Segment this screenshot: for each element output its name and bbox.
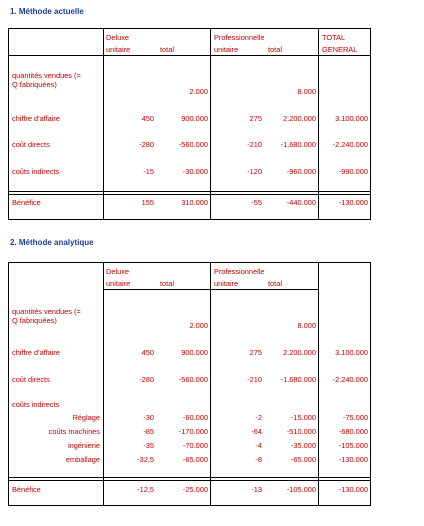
cell-emballage-pro-total: -65.000 bbox=[290, 455, 316, 464]
group-total-general-line2: GENERAL bbox=[322, 45, 358, 54]
subheader-unitaire: unitaire bbox=[106, 279, 131, 288]
table-border-double bbox=[8, 191, 371, 192]
cell-cd-pro-unit: -210 bbox=[247, 375, 262, 384]
cell-reglage-deluxe-total: -60.000 bbox=[182, 413, 208, 422]
table-border-double bbox=[8, 477, 371, 478]
subheader-unitaire: unitaire bbox=[214, 279, 239, 288]
cell-emballage-pro-unit: -8 bbox=[255, 455, 262, 464]
row-label-quantites-line2: Q fabriquées) bbox=[12, 80, 57, 89]
col-divider bbox=[318, 262, 319, 506]
col-divider bbox=[103, 262, 104, 506]
table-border-right bbox=[370, 28, 371, 220]
cell-reglage-total: -75.000 bbox=[342, 413, 368, 422]
cell-machines-deluxe-unit: -85 bbox=[143, 427, 154, 436]
cell-ci-total: -990.000 bbox=[338, 167, 368, 176]
cell-machines-pro-total: -510.000 bbox=[286, 427, 316, 436]
cell-ca-total: 3.100.000 bbox=[335, 114, 368, 123]
cell-ingenierie-deluxe-unit: -35 bbox=[143, 441, 154, 450]
sub-label-emballage: emballage bbox=[65, 455, 100, 464]
cell-ben-deluxe-total: 310.000 bbox=[181, 198, 208, 207]
col-divider bbox=[210, 28, 211, 220]
cell-ben-deluxe-total: -25.000 bbox=[182, 485, 208, 494]
table-border-header bbox=[8, 55, 371, 56]
group-pro: Professionnelle bbox=[214, 33, 265, 42]
cell-qty-deluxe: 2.000 bbox=[189, 87, 208, 96]
section2-title: 2. Méthode analytique bbox=[10, 238, 94, 247]
table-border-double bbox=[8, 194, 371, 195]
cell-ca-deluxe-total: 900.000 bbox=[181, 348, 208, 357]
cell-ca-pro-total: 2.200.000 bbox=[283, 114, 316, 123]
cell-ca-deluxe-total: 900.000 bbox=[181, 114, 208, 123]
cell-ingenierie-deluxe-total: -70.000 bbox=[182, 441, 208, 450]
subheader-total: total bbox=[268, 279, 282, 288]
cell-qty-pro: 8.000 bbox=[297, 321, 316, 330]
row-label-cd: coût directs bbox=[12, 140, 50, 149]
cell-cd-deluxe-total: -560.000 bbox=[178, 375, 208, 384]
row-label-benefice: Bénéfice bbox=[12, 485, 41, 494]
table-border-bottom bbox=[8, 505, 371, 506]
cell-machines-pro-unit: -64 bbox=[251, 427, 262, 436]
cell-cd-deluxe-total: -560.000 bbox=[178, 140, 208, 149]
cell-cd-total: -2.240.000 bbox=[332, 375, 368, 384]
section1-title: 1. Méthode actuelle bbox=[10, 7, 84, 16]
cell-ca-deluxe-unit: 450 bbox=[141, 348, 154, 357]
cell-ca-deluxe-unit: 450 bbox=[141, 114, 154, 123]
row-label-benefice: Bénéfice bbox=[12, 198, 41, 207]
cell-ci-pro-total: -960.000 bbox=[286, 167, 316, 176]
cell-cd-deluxe-unit: -280 bbox=[139, 375, 154, 384]
cell-emballage-deluxe-unit: -32,5 bbox=[137, 455, 154, 464]
cell-ca-pro-unit: 275 bbox=[249, 348, 262, 357]
cell-cd-pro-total: -1.680.000 bbox=[280, 140, 316, 149]
table-border-bottom bbox=[8, 219, 371, 220]
row-label-quantites: quantités vendues (= bbox=[12, 71, 81, 80]
cell-reglage-pro-unit: -2 bbox=[255, 413, 262, 422]
subheader-total: total bbox=[268, 45, 282, 54]
row-label-cd: coût directs bbox=[12, 375, 50, 384]
cell-ci-deluxe-total: -30.000 bbox=[182, 167, 208, 176]
cell-emballage-deluxe-total: -65.000 bbox=[182, 455, 208, 464]
col-divider bbox=[103, 28, 104, 220]
cell-cd-total: -2.240.000 bbox=[332, 140, 368, 149]
cell-reglage-pro-total: -15.000 bbox=[290, 413, 316, 422]
cell-ci-pro-unit: -120 bbox=[247, 167, 262, 176]
row-label-ci: coûts indirects bbox=[12, 167, 60, 176]
group-total-general: TOTAL bbox=[322, 33, 346, 42]
table-border-left bbox=[8, 28, 9, 220]
table-border-top bbox=[8, 262, 371, 263]
cell-ca-total: 3.100.000 bbox=[335, 348, 368, 357]
cell-ca-pro-total: 2.200.000 bbox=[283, 348, 316, 357]
subheader-total: total bbox=[160, 279, 174, 288]
group-pro: Professionnelle bbox=[214, 267, 265, 276]
col-divider bbox=[210, 262, 211, 506]
cell-qty-deluxe: 2.000 bbox=[189, 321, 208, 330]
row-label-ca: chiffre d'affaire bbox=[12, 348, 60, 357]
table-border-right bbox=[370, 262, 371, 506]
group-deluxe: Deluxe bbox=[106, 267, 130, 276]
group-deluxe: Deluxe bbox=[106, 33, 130, 42]
cell-qty-pro: 8.000 bbox=[297, 87, 316, 96]
cell-emballage-total: -130.000 bbox=[338, 455, 368, 464]
cell-ben-total: -130.000 bbox=[338, 485, 368, 494]
cell-ben-pro-total: -440.000 bbox=[286, 198, 316, 207]
cell-ben-total: -130.000 bbox=[338, 198, 368, 207]
cell-ben-deluxe-unit: -12,5 bbox=[137, 485, 154, 494]
cell-ingenierie-total: -105.000 bbox=[338, 441, 368, 450]
table-border-top bbox=[8, 28, 371, 29]
table-border-left bbox=[8, 262, 9, 506]
subheader-total: total bbox=[160, 45, 174, 54]
row-label-quantites-line2: Q fabriquées) bbox=[12, 316, 57, 325]
cell-reglage-deluxe-unit: -30 bbox=[143, 413, 154, 422]
cell-ca-pro-unit: 275 bbox=[249, 114, 262, 123]
table-border-double bbox=[8, 480, 371, 481]
sub-label-reglage: Réglage bbox=[72, 413, 100, 422]
cell-ben-pro-unit: -13 bbox=[251, 485, 262, 494]
cell-ben-pro-unit: -55 bbox=[251, 198, 262, 207]
sub-label-couts-machines: coûts machines bbox=[48, 427, 100, 436]
cell-machines-total: -680.000 bbox=[338, 427, 368, 436]
row-label-quantites: quantités vendues (= bbox=[12, 307, 81, 316]
subheader-unitaire: unitaire bbox=[106, 45, 131, 54]
row-label-ci: coûts indirects bbox=[12, 400, 60, 409]
cell-ben-deluxe-unit: 155 bbox=[141, 198, 154, 207]
subheader-unitaire: unitaire bbox=[214, 45, 239, 54]
row-label-ca: chiffre d'affaire bbox=[12, 114, 60, 123]
cell-ci-deluxe-unit: -15 bbox=[143, 167, 154, 176]
sub-label-ingenierie: ingénierie bbox=[67, 441, 100, 450]
cell-ingenierie-pro-unit: -4 bbox=[255, 441, 262, 450]
cell-ingenierie-pro-total: -35.000 bbox=[290, 441, 316, 450]
cell-cd-pro-unit: -210 bbox=[247, 140, 262, 149]
cell-machines-deluxe-total: -170.000 bbox=[178, 427, 208, 436]
cell-ben-pro-total: -105.000 bbox=[286, 485, 316, 494]
cell-cd-pro-total: -1.680.000 bbox=[280, 375, 316, 384]
cell-cd-deluxe-unit: -280 bbox=[139, 140, 154, 149]
col-divider bbox=[318, 28, 319, 220]
